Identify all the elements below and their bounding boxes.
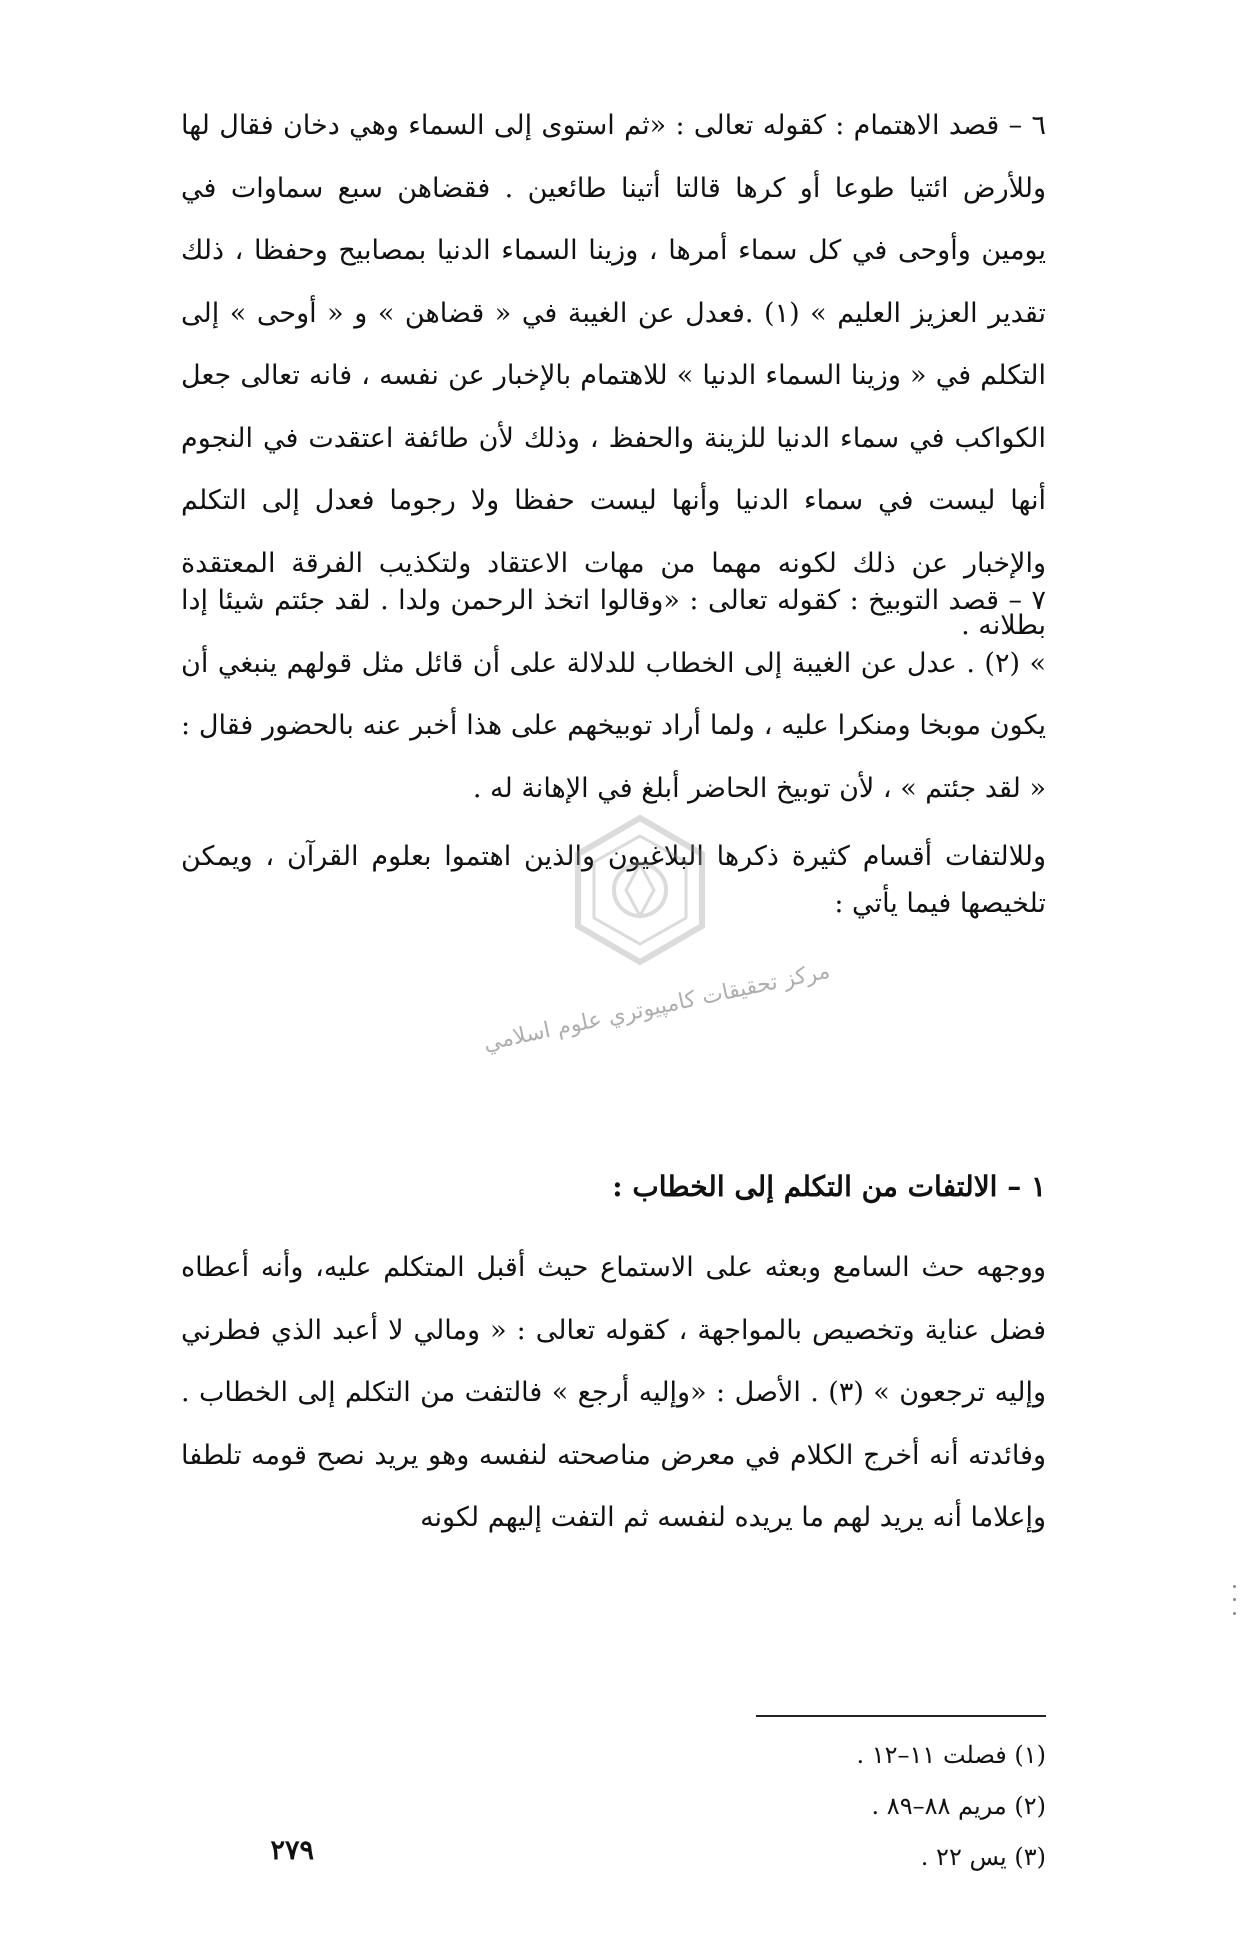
footnote-1: (١) فصلت ١١–١٢ . bbox=[856, 1741, 1046, 1769]
section-heading: ١ – الالتفات من التكلم إلى الخطاب : bbox=[612, 1170, 1046, 1203]
scan-speck bbox=[1233, 1612, 1236, 1615]
watermark-text: مركز تحقيقات كامپيوتري علوم اسلامي bbox=[481, 958, 833, 1057]
page-number: ٢٧٩ bbox=[270, 1835, 314, 1866]
footnotes-list bbox=[856, 1730, 1046, 1883]
scan-speck bbox=[1233, 1585, 1236, 1588]
footnote-divider bbox=[756, 1715, 1046, 1717]
scan-speck bbox=[1233, 1598, 1236, 1601]
footnote-2: (٢) مريم ٨٨–٨٩ . bbox=[871, 1792, 1046, 1820]
paragraph-6: ٦ – قصد الاهتمام : كقوله تعالى : «ثم استوى إلى السماء وهي دخان فقال لها وللأرض ائتيا طوعا أو كرها قالتا أتينا طائعين . فقضاهن سبع سماوات في يومين وأوحى في كل سماء أمرها ، وزينا السماء الدنيا بمصابيح وحفظا ، ذلك تقدير العزيز العليم » (١) .فعدل عن الغيبة في « قضاهن » و « أوحى » إلى التكلم في « وزينا السماء الدنيا » للاهتمام بالإخبار عن نفسه ، فانه تعالى جعل الكواكب في سماء الدنيا للزينة والحفظ ، وذلك لأن طائفة اعتقدت في النجوم أنها ليست في سماء الدنيا وأنها ليست حفظا ولا رجوما فعدل إلى التكلم والإخبار عن ذلك لكونه مهما من مهات الاعتقاد ولتكذيب الفرقة المعتقدة بطلانه . bbox=[181, 110, 1046, 641]
footnote-3: (٣) يس ٢٢ . bbox=[920, 1843, 1046, 1871]
paragraph-intro: وللالتفات أقسام كثيرة ذكرها البلاغيون والذين اهتموا بعلوم القرآن ، ويمكن تلخيصها فيما يأتي : bbox=[181, 841, 1046, 919]
paragraph-7: ٧ – قصد التوبيخ : كقوله تعالى : «وقالوا اتخذ الرحمن ولدا . لقد جئتم شيئا إدا » (٢) . عدل عن الغيبة إلى الخطاب للدلالة على أن قائل مثل قولهم ينبغي أن يكون موبخا ومنكرا عليه ، ولما أراد توبيخهم على هذا أخبر عنه بالحضور فقال : « لقد جئتم » ، لأن توبيخ الحاضر أبلغ في الإهانة له . bbox=[181, 585, 1046, 804]
watermark-seal-icon bbox=[560, 810, 720, 970]
paragraph-section-1: ووجهه حث السامع وبعثه على الاستماع حيث أقبل المتكلم عليه، وأنه أعطاه فضل عناية وتخصيص بالمواجهة ، كقوله تعالى : « ومالي لا أعبد الذي فطرني وإليه ترجعون » (٣) . الأصل : «وإليه أرجع » فالتفت من التكلم إلى الخطاب . وفائدته أنه أخرج الكلام في معرض مناصحته لنفسه وهو يريد نصح قومه تلطفا وإعلاما أنه يريد لهم ما يريده لنفسه ثم التفت إليهم لكونه bbox=[181, 1252, 1046, 1533]
